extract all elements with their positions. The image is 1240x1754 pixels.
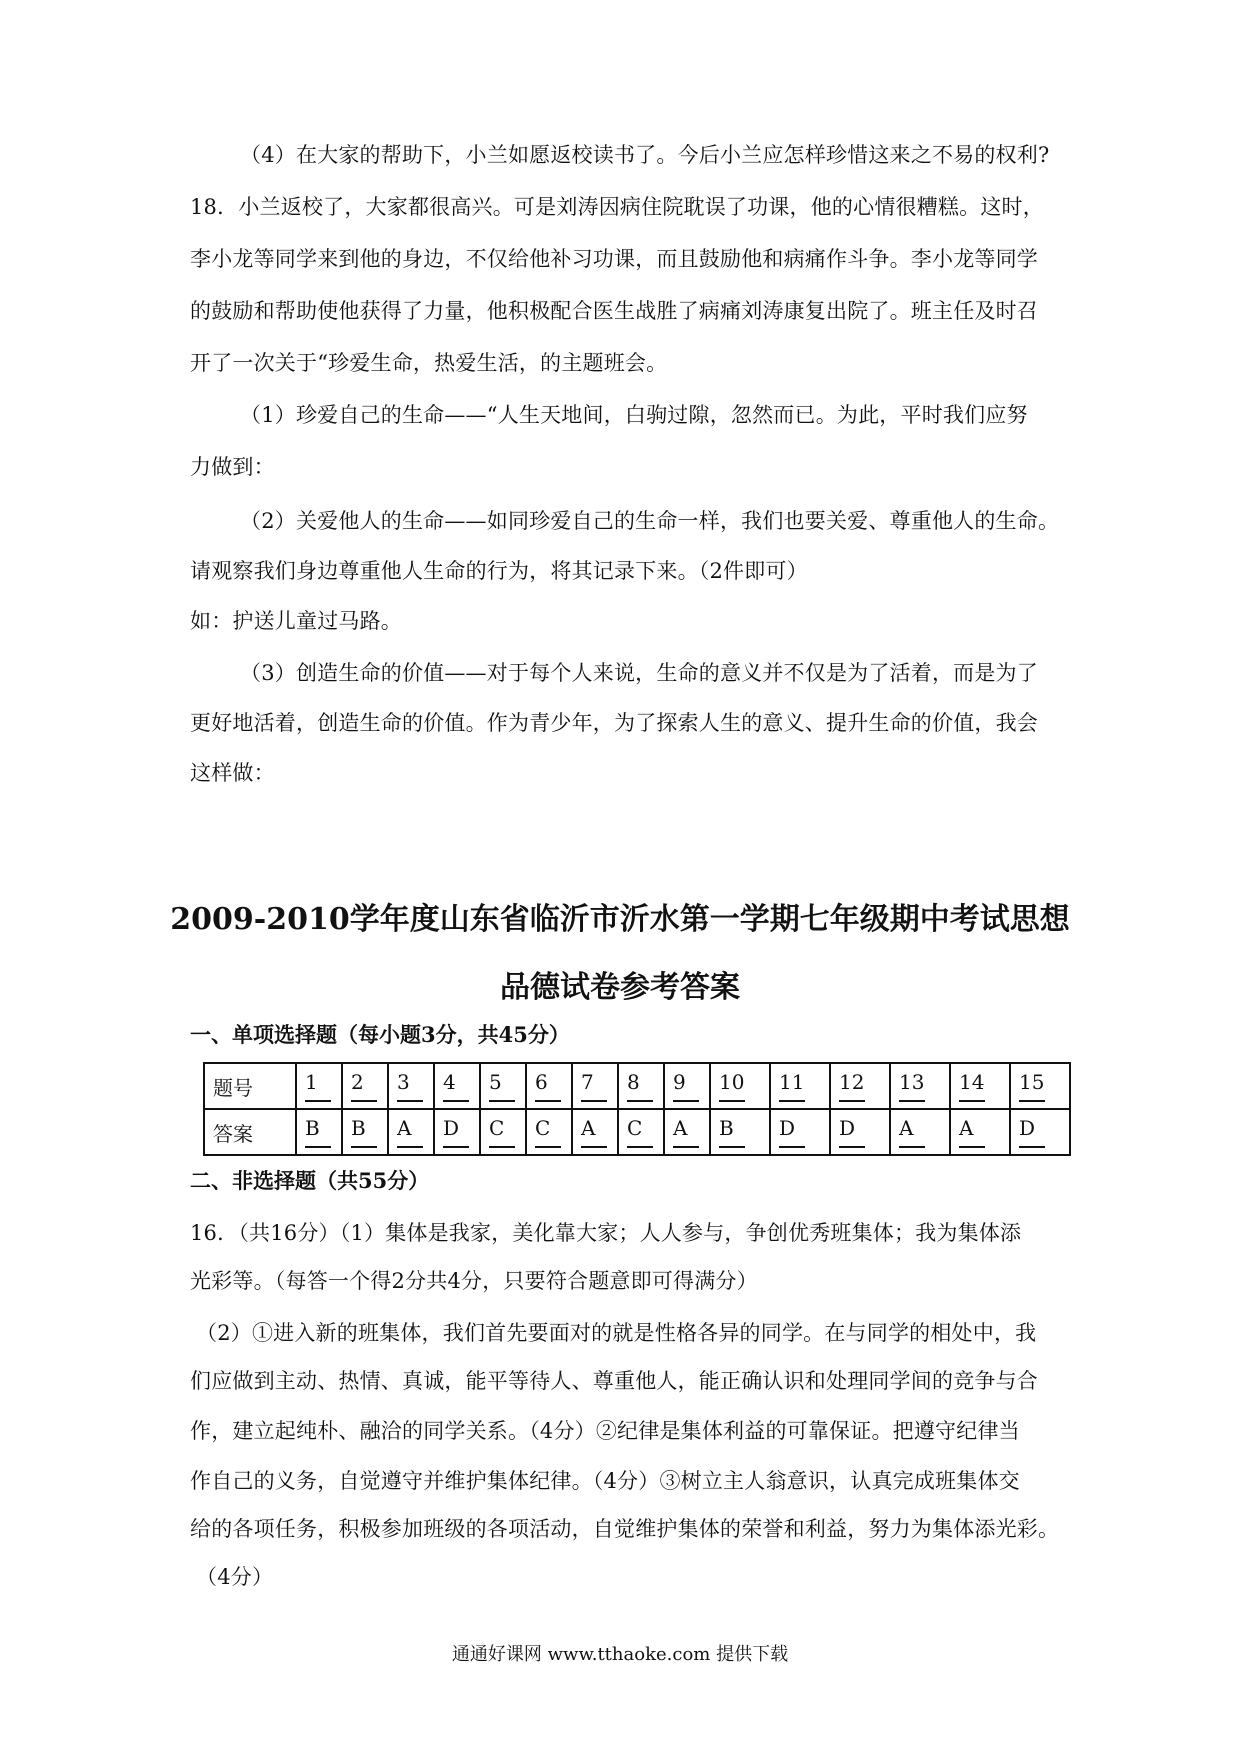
table-cell: C (526, 1109, 572, 1155)
answer-line: 作自己的义务，自觉遵守并维护集体纪律。（4分）③树立主人翁意识，认真完成班集体交 (190, 1469, 1020, 1493)
table-cell: 8 (618, 1063, 664, 1109)
table-cell: D (830, 1109, 890, 1155)
section-heading: 二、非选择题（共55分） (190, 1168, 430, 1193)
table-cell: 15 (1010, 1063, 1070, 1109)
question-line: 的鼓励和帮助使他获得了力量，他积极配合医生战胜了病痛刘涛康复出院了。班主任及时召 (190, 299, 1038, 323)
table-cell: 2 (342, 1063, 388, 1109)
table-cell: 1 (296, 1063, 342, 1109)
table-cell: 5 (480, 1063, 526, 1109)
question-line: 18．小兰返校了，大家都很高兴。可是刘涛因病住院耽误了功课，他的心情很糟糕。这时， (190, 195, 1044, 219)
question-line: 力做到： (190, 455, 275, 479)
table-row-answers (204, 1109, 1070, 1155)
table-cell: 6 (526, 1063, 572, 1109)
table-row-numbers (204, 1063, 1070, 1109)
question-line: 更好地活着，创造生命的价值。作为青少年，为了探索人生的意义、提升生命的价值，我会 (190, 711, 1038, 735)
section-heading: 一、单项选择题（每小题3分，共45分） (190, 1022, 570, 1047)
question-line: （1）珍爱自己的生命——“人生天地间，白驹过隙，忽然而已。为此，平时我们应努 (240, 403, 1028, 427)
question-line: （2）关爱他人的生命——如同珍爱自己的生命一样，我们也要关爱、尊重他人的生命。 (240, 509, 1060, 533)
table-cell: B (710, 1109, 770, 1155)
table-cell: 12 (830, 1063, 890, 1109)
table-cell: B (296, 1109, 342, 1155)
table-cell: D (770, 1109, 830, 1155)
table-cell: 14 (950, 1063, 1010, 1109)
question-line: （3）创造生命的价值——对于每个人来说，生命的意义并不仅是为了活着，而是为了 (240, 661, 1038, 685)
table-cell: 3 (388, 1063, 434, 1109)
table-cell: C (480, 1109, 526, 1155)
table-cell: A (388, 1109, 434, 1155)
table-cell: A (572, 1109, 618, 1155)
question-line: （4）在大家的帮助下，小兰如愿返校读书了。今后小兰应怎样珍惜这来之不易的权利? (240, 143, 1050, 167)
page-title: 2009-2010学年度山东省临沂市沂水第一学期七年级期中考试思想 (170, 902, 1070, 937)
page-footer: 通通好课网 www.tthaoke.com 提供下载 (451, 1644, 789, 1665)
table-cell: D (1010, 1109, 1070, 1155)
answer-line: 们应做到主动、热情、真诚，能平等待人、尊重他人，能正确认识和处理同学间的竞争与合 (190, 1369, 1038, 1393)
table-cell: 4 (434, 1063, 480, 1109)
answer-line: （4分） (196, 1565, 274, 1589)
table-cell: D (434, 1109, 480, 1155)
answer-line: 光彩等。（每答一个得2分共4分，只要符合题意即可得满分） (190, 1269, 758, 1293)
question-line: 如：护送儿童过马路。 (190, 609, 402, 633)
answer-line: 给的各项任务，积极参加班级的各项活动，自觉维护集体的荣誉和利益，努力为集体添光彩。 (190, 1517, 1060, 1541)
page-title-line2: 品德试卷参考答案 (500, 970, 740, 1005)
answer-line: （2）①进入新的班集体，我们首先要面对的就是性格各异的同学。在与同学的相处中，我 (196, 1321, 1037, 1345)
table-header-cell: 答案 (204, 1109, 296, 1155)
question-line: 开了一次关于“珍爱生命，热爱生活，的主题班会。 (190, 351, 668, 375)
table-cell: A (664, 1109, 710, 1155)
table-cell: A (950, 1109, 1010, 1155)
table-cell: 11 (770, 1063, 830, 1109)
question-line: 李小龙等同学来到他的身边，不仅给他补习功课，而且鼓励他和病痛作斗争。李小龙等同学 (190, 247, 1038, 271)
table-cell: B (342, 1109, 388, 1155)
question-line: 请观察我们身边尊重他人生命的行为，将其记录下来。（2件即可） (190, 559, 808, 583)
table-cell: 7 (572, 1063, 618, 1109)
table-header-cell: 题号 (204, 1063, 296, 1109)
table-cell: 13 (890, 1063, 950, 1109)
table-cell: 9 (664, 1063, 710, 1109)
answer-line: 16．（共16分）（1）集体是我家，美化靠大家；人人参与，争创优秀班集体；我为集体添 (190, 1221, 1022, 1245)
answer-table (203, 1062, 1071, 1156)
table-cell: C (618, 1109, 664, 1155)
table-cell: A (890, 1109, 950, 1155)
question-line: 这样做： (190, 761, 275, 785)
answer-line: 作，建立起纯朴、融洽的同学关系。（4分）②纪律是集体利益的可靠保证。把遵守纪律当 (190, 1419, 1020, 1443)
table-cell: 10 (710, 1063, 770, 1109)
